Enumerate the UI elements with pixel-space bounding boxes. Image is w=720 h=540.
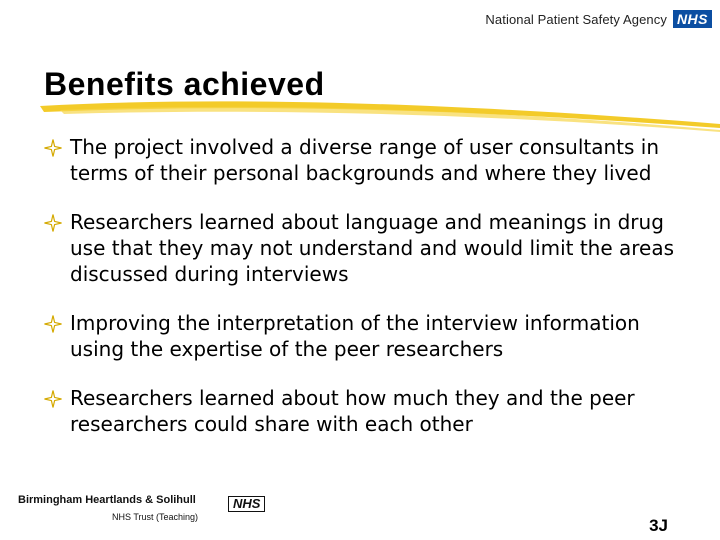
- bullet-item: [44, 310, 684, 362]
- bullet-list: [44, 134, 684, 460]
- nhs-logo: NHS: [673, 10, 712, 28]
- bullet-text: Researchers learned about how much they and the peer researchers could share with each other: [70, 386, 635, 436]
- agency-name: National Patient Safety Agency: [485, 11, 667, 27]
- four-point-star-icon: [44, 214, 62, 232]
- slide-title: Benefits achieved: [44, 66, 325, 102]
- four-point-star-icon: [44, 390, 62, 408]
- slide-number: 3J: [649, 516, 668, 535]
- org-name: Birmingham Heartlands & Solihull: [18, 494, 196, 506]
- bullet-text: Improving the interpretation of the interview information using the expertise of the peer researchers: [70, 311, 640, 361]
- bullet-item: [44, 385, 684, 437]
- bullet-item: [44, 209, 684, 287]
- four-point-star-icon: [44, 315, 62, 333]
- footer-organization: [18, 494, 199, 522]
- org-subtitle: NHS Trust (Teaching): [112, 512, 199, 522]
- header-brand: [485, 10, 712, 28]
- bullet-item: [44, 134, 684, 186]
- bullet-text: The project involved a diverse range of user consultants in terms of their personal backgrounds and where they lived: [70, 135, 660, 185]
- four-point-star-icon: [44, 139, 62, 157]
- bullet-text: Researchers learned about language and meanings in drug use that they may not understand and would limit the areas discussed during interviews: [70, 210, 675, 286]
- footer-nhs-logo: NHS: [228, 496, 265, 512]
